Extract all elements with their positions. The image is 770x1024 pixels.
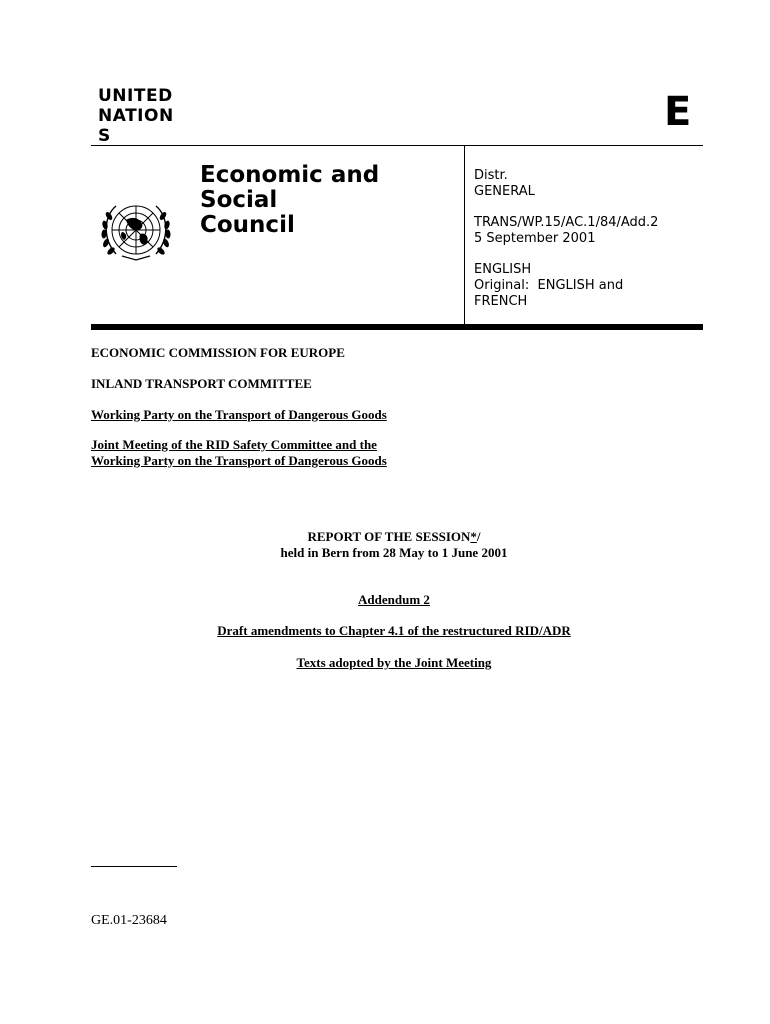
report-title-text: REPORT OF THE SESSION — [307, 529, 471, 544]
council-name-line: Social — [200, 187, 278, 213]
org-name-line: S — [98, 126, 111, 146]
header-thick-rule — [91, 324, 703, 330]
document-language: ENGLISH — [474, 262, 532, 277]
original-language-cont: FRENCH — [474, 294, 528, 309]
document-date: 5 September 2001 — [474, 231, 596, 246]
council-name — [200, 163, 440, 238]
distr-type: GENERAL — [474, 184, 535, 199]
report-title — [91, 529, 697, 545]
joint-meeting-line: Working Party on the Transport of Dangerous Goods — [91, 453, 387, 468]
job-number: GE.01-23684 — [91, 913, 167, 928]
working-party-name: Working Party on the Transport of Dangerous Goods — [91, 407, 387, 422]
commission-name: ECONOMIC COMMISSION FOR EUROPE — [91, 345, 345, 360]
original-language: Original: ENGLISH and — [474, 278, 624, 293]
addendum-label: Addendum 2 — [358, 592, 430, 607]
column-divider — [464, 146, 465, 324]
un-emblem-icon — [96, 198, 176, 264]
texts-heading — [91, 655, 697, 671]
document-symbol: TRANS/WP.15/AC.1/84/Add.2 — [474, 215, 659, 230]
addendum-heading — [91, 592, 697, 608]
organization-name — [98, 86, 198, 146]
header-divider — [91, 145, 703, 146]
joint-meeting-name — [91, 437, 387, 469]
footnote-mark[interactable]: * — [470, 529, 477, 544]
council-name-line: Council — [200, 212, 295, 238]
committee-name: INLAND TRANSPORT COMMITTEE — [91, 376, 312, 391]
org-name-line: NATION — [98, 106, 174, 126]
org-name-line: UNITED — [98, 86, 173, 106]
council-name-line: Economic and — [200, 162, 380, 188]
texts-label: Texts adopted by the Joint Meeting — [296, 655, 492, 670]
report-title-suffix: / — [476, 529, 481, 544]
language-letter: E — [664, 89, 692, 135]
joint-meeting-line: Joint Meeting of the RID Safety Committee and the — [91, 437, 377, 452]
footnote-separator — [91, 866, 177, 867]
draft-label: Draft amendments to Chapter 4.1 of the restructured RID/ADR — [217, 623, 571, 638]
distribution-block — [474, 168, 714, 310]
distr-label: Distr. — [474, 168, 508, 183]
session-held: held in Bern from 28 May to 1 June 2001 — [280, 545, 508, 560]
draft-heading — [91, 623, 697, 639]
